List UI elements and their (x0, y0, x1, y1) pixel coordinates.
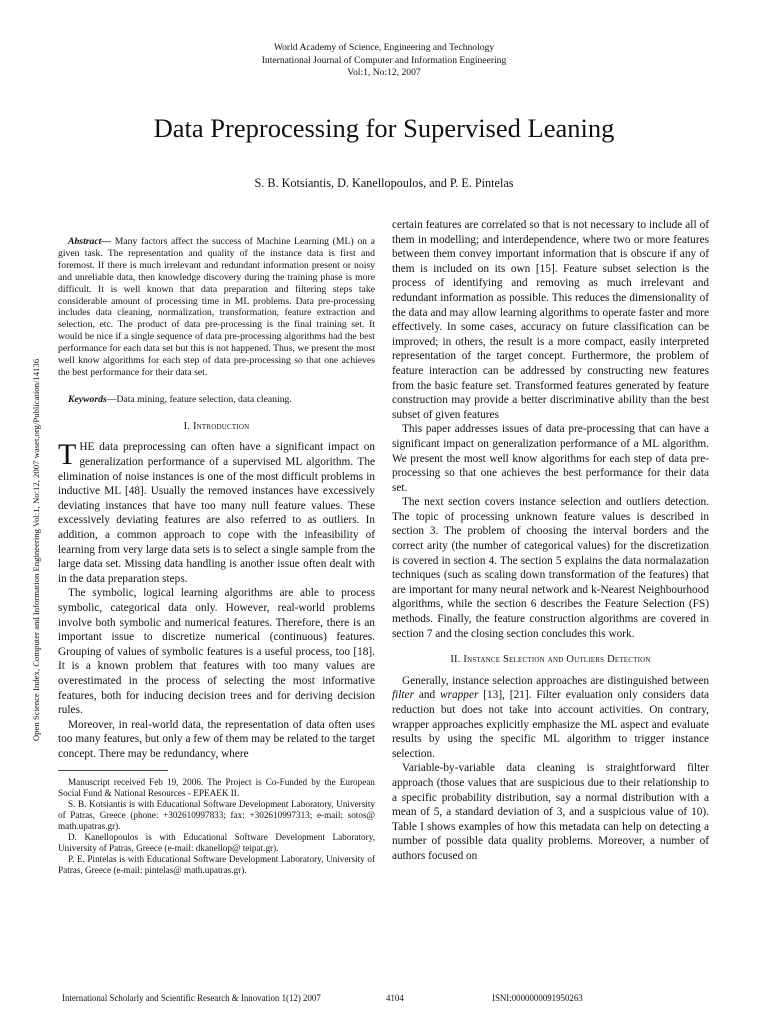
header-journal: International Journal of Computer and Information Engineering (261, 54, 507, 66)
intro-paragraph-3: Moreover, in real-world data, the representation of data often uses too many features, but only a few of them may be related to the target concept. There may be redundancy, where (58, 718, 375, 760)
paper-title: Data Preprocessing for Supervised Leaning (153, 113, 615, 143)
journal-header (0, 42, 768, 80)
drop-cap: T (58, 438, 77, 472)
right-paragraph-5: Variable-by-variable data cleaning is straightforward filter approach (those values that are suspicious due to their relationship to a specific probability distribution, say a normal distribution with a mean of 5, a standard deviation of 3, and a suspicious value of 10). Table I shows examples of how this metadata can help on detecting a number of possible data quality problems. Moreover, a number of authors focused on (392, 762, 709, 862)
intro-paragraph-1 (58, 440, 375, 586)
section-heading-instance-selection (392, 653, 709, 668)
keywords (58, 394, 375, 406)
paper-authors: S. B. Kotsiantis, D. Kanellopoulos, and P. E. Pintelas (254, 176, 514, 190)
paragraph-text: [13], [21]. Filter evaluation only considers data reduction but does not take into account activities. On contrary, wrapper approaches explicitly emphasize the ML aspect and evaluate results by using the specific ML algorithm to trigger instance selection. (392, 689, 710, 760)
footnote-author-3: P. E. Pintelas is with Educational Software Development Laboratory, University of Patras, Greece (e-mail: pintelas@ math.upatras.gr). (58, 854, 375, 876)
section-number: II. (450, 654, 464, 666)
section-heading-introduction (58, 420, 375, 435)
section-title: Instance Selection and Outliers Detection (463, 654, 651, 666)
footnote-author-2: D. Kanellopoulos is with Educational Software Development Laboratory, University of Patras, Greece (e-mail: dkanellop@ teipat.gr). (58, 832, 375, 854)
footer-page-number: 4104 (386, 993, 404, 1003)
right-paragraph-1: certain features are correlated so that is not necessary to include all of them in modelling; and interdependence, where two or more features between them convey important information that is obscure if any of them is included on its own [15]. Feature subset selection is the process of identifying and removing as much irrelevant and redundant information as possible. This reduces the dimensionality of the data and may allow learning algorithms to operate faster and more effectively. In some cases, accuracy on future classification can be improved; in others, the result is a more compact, easily interpreted representation of the target concept. Furthermore, the problem of feature interaction can be addressed by constructing new features from the basic feature set. Transformed features generated by feature construction may provide a better discriminative ability than the best subset of given features (392, 219, 709, 421)
keywords-label: Keywords (68, 393, 107, 405)
right-column (392, 218, 709, 864)
footnote-manuscript: Manuscript received Feb 19, 2006. The Project is Co-Funded by the European Social Fund & National Resources - EPEAEK II. (58, 776, 375, 798)
footnote-author-1: S. B. Kotsiantis is with Educational Software Development Laboratory, University of Patras, Greece (phone: +302610997833; fax: +302610997313; e-mail: sotos@ math.upatras.gr). (58, 798, 375, 831)
keywords-text: —Data mining, feature selection, data cleaning. (106, 393, 292, 405)
footnote-divider (58, 770, 168, 771)
left-column (58, 218, 375, 876)
abstract-text: Many factors affect the success of Machine Learning (ML) on a given task. The representation and quality of the instance data is first and foremost. If there is much irrelevant and redundant information present or noisy and unreliable data, then knowledge discovery during the training phase is more difficult. It is well known that data preparation and filtering steps take considerable amount of processing time in ML problems. Data pre-processing includes data cleaning, normalization, transformation, feature extraction and selection, etc. The product of data pre-processing is the final training set. It would be nice if a single sequence of data pre-processing algorithms had the best performance for each data set but this is not happened. Thus, we present the most well know algorithms for each step of data pre-processing so that one achieves the best performance for their data set. (58, 236, 375, 378)
paragraph-text: and (413, 689, 441, 702)
header-publisher: World Academy of Science, Engineering and Technology (273, 42, 495, 53)
right-paragraph-2: This paper addresses issues of data pre-processing that can have a significant impact on generalization performance of a ML algorithm. We present the most well know algorithms for each step of data pre-processing so that one achieves the best performance for their data set. (392, 423, 709, 494)
intro-paragraph-2: The symbolic, logical learning algorithms are able to process symbolic, categorical data only. However, real-world problems involve both symbolic and numerical features. Therefore, there is an important issue to discretize numerical (continuous) features. Grouping of values of symbolic features is a useful process, too [18]. It is a known problem that features with too many values are overestimated in the process of selecting the most informative features, both for inducing decision trees and for deriving decision rules. (58, 587, 375, 717)
footer-source: International Scholarly and Scientific Research & Innovation 1(12) 2007 (62, 993, 321, 1003)
header-volume: Vol:1, No:12, 2007 (347, 67, 421, 78)
paragraph-text: Generally, instance selection approaches are distinguished between (402, 674, 709, 687)
side-citation (23, 350, 49, 750)
right-paragraph-3: The next section covers instance selection and outliers detection. The topic of processing unknown feature values is described in section 3. The problem of choosing the interval borders and the correct arity (the number of categorical values) for the discretization is covered in section 4. The section 5 explains the data normalazation techniques (such as scaling down transformation of the features) that are important for many neural network and k-Nearest Neighbourhood algorithms, while the section 6 describes the Feature Selection (FS) methods. Finally, the feature construction algorithms are covered in section 7 and the closing section concludes this work. (392, 496, 709, 640)
footnotes (58, 777, 375, 877)
abstract (58, 236, 375, 379)
abstract-label: Abstract— (68, 236, 112, 247)
right-paragraph-4 (392, 674, 709, 762)
section-number: I. (183, 420, 193, 432)
wrapper-term: wrapper (440, 689, 479, 702)
section-title: Introduction (192, 420, 250, 432)
side-citation-text: Open Science Index, Computer and Information Engineering Vol:1, No:12, 2007 waset.org/Publication/14136 (31, 358, 41, 742)
footer-isni: ISNI:0000000091950263 (492, 993, 583, 1003)
intro-paragraph-1-text: HE data preprocessing can often have a significant impact on generalization performance of a supervised ML algorithm. The elimination of noise instances is one of the most difficult problems in inductive ML [48]. Usually the removed instances have excessively deviating instances that have too many null feature values. These excessively deviating features are also referred to as outliers. In addition, a common approach to cope with the infeasibility of learning from very large data sets is to select a single sample from the large data set. Missing data handling is another issue often dealt with in the data preparation steps. (58, 441, 375, 585)
filter-term: filter (392, 689, 414, 702)
